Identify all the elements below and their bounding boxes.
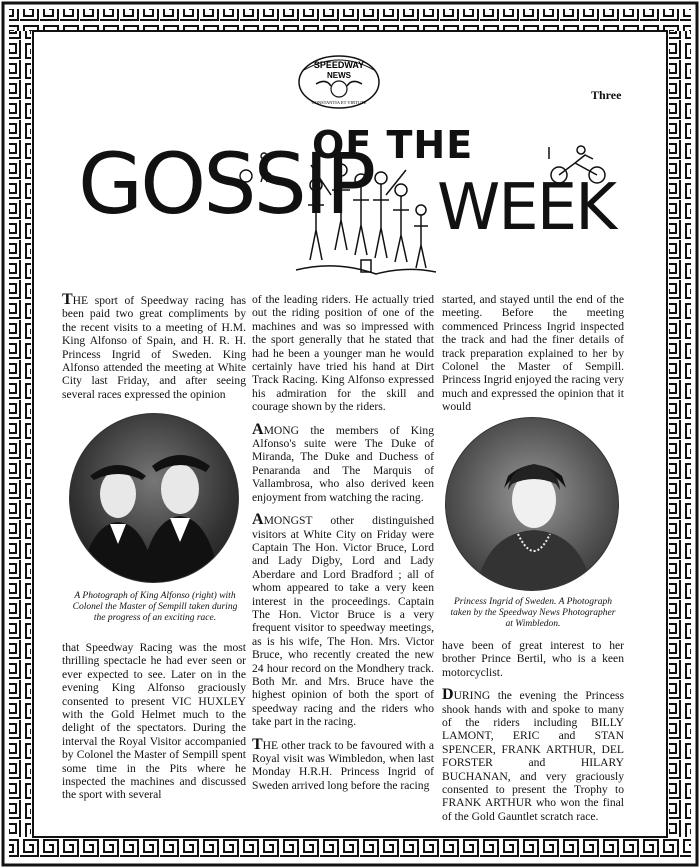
drop-cap: A	[252, 420, 264, 438]
col2-para2: MONG the members of King Alfonso's suite were The Duke of Miranda, The Duke and Duchess of Penaranda and The Marquis of Vallambrosa, who also derived keen enjoyment from watching the racing.	[252, 423, 434, 504]
column-3-bottom	[442, 639, 624, 832]
column-1-bottom	[62, 641, 246, 811]
rider-illustration-left	[236, 150, 280, 186]
column-2	[252, 293, 434, 801]
headline-of-the: OF THE	[312, 123, 474, 167]
logo-text-mid: NEWS	[327, 71, 351, 80]
logo-motto: CONSTANTIA ET VIRTUTE	[311, 100, 367, 105]
column-3-top	[442, 293, 624, 423]
col2-para4: HE other track to be favoured with a Royal visit was Wimbledon, when last Monday H.R.H. Princess Ingrid of Sweden arrived long before the racing	[252, 738, 434, 792]
page-number: Three	[591, 88, 622, 102]
drop-cap: A	[252, 511, 264, 529]
drop-cap: D	[442, 686, 454, 704]
drop-cap: T	[62, 291, 73, 308]
motorcycle-illustration	[545, 145, 611, 185]
drop-cap: T	[252, 735, 263, 753]
col2-para1: of the leading riders. He actually tried out the riding position of one of the machines and was so impressed with the sport generally that he stated that had he been a younger man he would certainly have tried his hand at Dirt Track Racing. King Alfonso expressed his admiration for the skill and courage shown by the riders.	[252, 293, 434, 414]
column-1-top	[62, 293, 246, 410]
logo-text-top: SPEEDWAY	[313, 60, 365, 70]
headline-week: WEEK	[437, 171, 616, 245]
col2-para3: MONGST other distinguished visitors at White City on Friday were Captain The Hon. Victor Bruce, Lord and Lady Digby, Lord and Lady Aberdare and Lord Bradford ; all of whom appeared to take a very keen interest in the proceedings. Captain The Hon. Victor Bruce is a very frequent visitor to speedway meetings, as is his wife, The Hon. Mrs. Victor Bruce, who recently created the new 24 hour record on the Mondhery track. Both Mr. and Mrs. Bruce have the highest opinion of both the sport of speedway racing and the riders who take part in the racing.	[252, 514, 434, 729]
photo-king-alfonso	[69, 413, 239, 583]
speedway-news-logo	[296, 54, 382, 110]
photo-princess-ingrid	[445, 417, 619, 591]
photo1-caption: A Photograph of King Alfonso (right) with Colonel the Master of Sempill taken during the progress of an exciting race.	[72, 591, 238, 623]
col1-para2: that Speedway Racing was the most thrilling spectacle he had ever seen or ever expected to see. Later on in the evening King Alfonso graciously consented to present VIC HUXLEY with the Gold Helmet much to the delight of the spectators. During the interval the Royal Visitor accompanied by Colonel the Master of Sempill spent some time in the Pits where he inspected the machines and discussed the sport with several	[62, 641, 246, 802]
col3-para1: started, and stayed until the end of the meeting. Before the meeting commenced Princess Ingrid inspected the track and had the finer details of track preparation explained to her by Colonel the Master of Sempill. Princess Ingrid enjoyed the racing very much and expressed the opinion that it would	[442, 293, 624, 414]
col3-para3: URING the evening the Princess shook hands with and spoke to many of the riders including BILLY LAMONT, ERIC and STAN SPENCER, FRANK ARTHUR, DEL FORSTER and HILARY BUCHANAN, and very graciously consented to present the Trophy to FRANK ARTHUR who won the final of the Gold Gauntlet scratch race.	[442, 689, 624, 823]
headline-gossip: GOSSIP	[78, 135, 374, 233]
col1-para1: HE sport of Speedway racing has been paid two great compliments by the recent visits to a meeting of H.M. King Alfonso of Spain, and H. R. H. Princess Ingrid of Sweden. King Alfonso attended the meeting at White City last Friday, and after seeing several races expressed the opinion	[62, 294, 246, 401]
photo2-caption: Princess Ingrid of Sweden. A Photograph taken by the Speedway News Photographer at Wimbledon.	[450, 597, 616, 629]
col3-para2: have been of great interest to her brother Prince Bertil, who is a keen motorcyclist.	[442, 639, 624, 679]
